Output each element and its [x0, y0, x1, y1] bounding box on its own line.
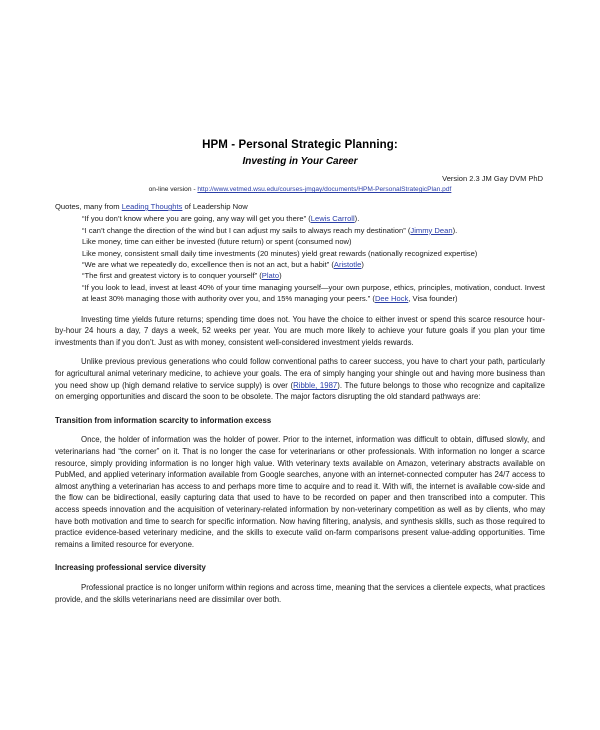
quote-list	[55, 213, 545, 304]
quote-item	[82, 225, 545, 236]
quotes-intro-prefix: Quotes, many from	[55, 202, 122, 211]
quote-item	[82, 248, 545, 259]
quote-attribution-link[interactable]: Aristotle	[333, 260, 362, 270]
page-title: HPM - Personal Strategic Planning:	[202, 139, 398, 151]
quote-attribution-link[interactable]: Dee Hock	[374, 294, 409, 304]
quote-text: “If you look to lead, invest at least 40% of your time managing yourself—your own purpose, ethics, principles, motivation, conduct. Invest at least 30% managing those with authority over you, and 15% managing your peers.” (	[82, 282, 545, 304]
quote-text: “I can’t change the direction of the wind but I can adjust my sails to always reach my destination” (	[82, 225, 411, 235]
quote-text-tail: )	[279, 271, 282, 281]
online-version-line	[55, 184, 545, 195]
quote-text-tail: ).	[452, 225, 458, 235]
ribble-citation-link[interactable]: Ribble, 1987	[293, 380, 338, 390]
leading-thoughts-link[interactable]: Leading Thoughts	[121, 202, 183, 211]
quote-text: Like money, time can either be invested (future return) or spent (consumed now)	[82, 237, 352, 247]
quote-item	[82, 213, 545, 224]
quote-text: “If you don’t know where you are going, any way will get you there” (	[82, 214, 311, 224]
quote-item	[82, 282, 545, 305]
quote-text-tail: ).	[354, 214, 360, 224]
document-content	[55, 138, 545, 605]
intro-paragraph-1: Investing time yields future returns; spending time does not. You have the choice to either invest or spend this scarce resource hour-by-hour 24 hours a day, 7 days a week, 52 weeks per year. You are much more likely to achieve your future goals if you plan your time investments than if you don’t. Just as with money, consistent well-considered investment yields rewards.	[55, 314, 545, 347]
intro-paragraph-2	[55, 356, 545, 402]
section-heading-service-diversity: Increasing professional service diversity	[55, 563, 206, 573]
online-version-link[interactable]: http://www.vetmed.wsu.edu/courses-jmgay/documents/HPM-PersonalStrategicPlan.pdf	[197, 186, 452, 193]
section-heading-information-excess: Transition from information scarcity to information excess	[55, 415, 272, 425]
quote-item	[82, 236, 545, 247]
online-version-label: on-line version -	[148, 186, 198, 193]
quote-text: Like money, consistent small daily time investments (20 minutes) yield great rewards (nationally recognized expertise)	[82, 248, 478, 258]
quote-item	[82, 259, 545, 270]
quote-attribution-link[interactable]: Jimmy Dean	[410, 225, 453, 235]
quote-text: “We are what we repeatedly do, excellence then is not an act, but a habit” (	[82, 260, 334, 270]
quote-attribution-link[interactable]: Lewis Carroll	[310, 214, 355, 224]
paragraph-text: Unlike previous previous generations who could follow conventional paths to career success, you have to chart your path, particularly for agricultural animal veterinary medicine, to achieve your goals. The era of simply hanging your shingle out and having more business than you need show up (high demand relative to service supply) is over (	[55, 357, 545, 390]
quote-text-tail: , Visa founder)	[408, 294, 458, 304]
quotes-intro-suffix: of Leadership Now	[182, 202, 248, 211]
section-paragraph-service-diversity: Professional practice is no longer uniform within regions and across time, meaning that the services a clientele expects, what practices provide, and the skills veterinarians need are dissimilar over both.	[55, 582, 545, 604]
quote-attribution-link[interactable]: Plato	[261, 271, 280, 281]
quote-item	[82, 270, 545, 281]
section-paragraph-information-excess: Once, the holder of information was the holder of power. Prior to the internet, information was difficult to obtain, diffused slowly, and veterinarians had “the corner” on it. That is no longer the case for veterinarians or other professionals. With information no longer a scarce resource, simply providing information is no longer high value. With veterinary texts available on Amazon, veterinary abstracts available on PubMed, and applied veterinary information available from Google searches, anyone with an internet-connected computer has 24/7 access to almost anything a veterinarian has access to and perhaps more time to acquire and to read it. With wifi, the internet is available cow-side and the flow can be bidirectional, easily capturing data that used to have to be recorded on paper and then transcribed into a computer. This access speeds innovation and the acquisition of veterinary-related information by non-veterinary competition as well as by clients, who may have both motivation and time to search for specific information. Now having filtering, analysis, and synthesis skills, such as those required to practice evidence-based veterinary medicine, and the skills to execute valid on-farm comparisons present value-adding opportunities. Time remains a limited resource for everyone.	[55, 435, 545, 549]
page-subtitle: Investing in Your Career	[242, 156, 358, 167]
quote-text-tail: )	[361, 260, 364, 270]
quote-text: “The first and greatest victory is to conquer yourself” (	[82, 271, 262, 281]
paragraph-text-tail: ). The future belongs to those who recognize and capitalize on emerging opportunities and discard the soon to be obsolete. The major factors disrupting the old standard pathways are:	[55, 380, 545, 402]
version-line: Version 2.3 JM Gay DVM PhD	[442, 174, 543, 183]
quotes-intro	[55, 201, 545, 212]
